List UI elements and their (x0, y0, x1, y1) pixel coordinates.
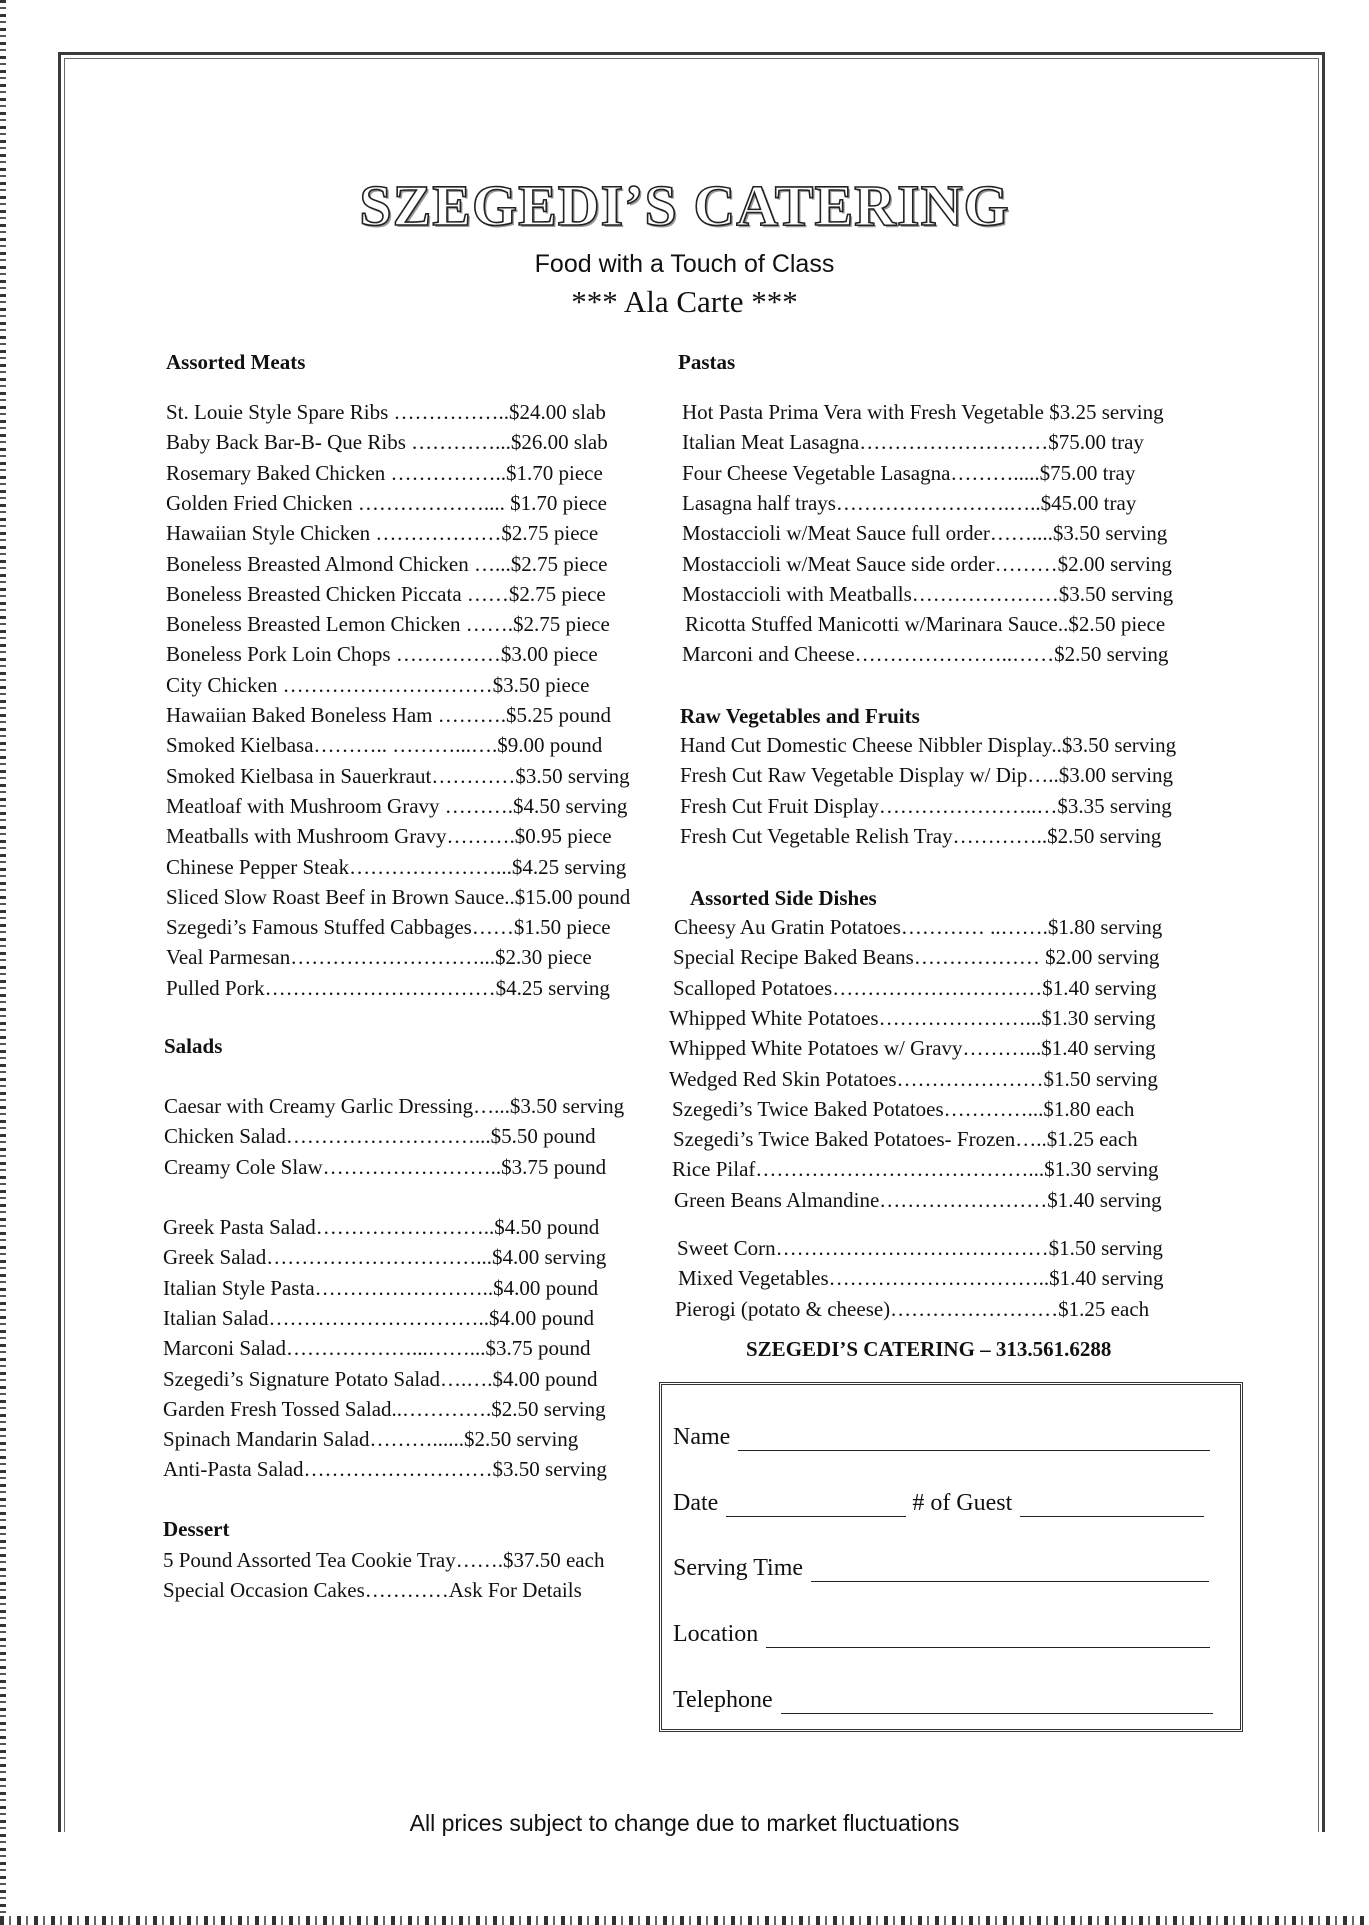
menu-item: Mostaccioli with Meatballs…………………$3.50 serving (682, 581, 1174, 606)
menu-item: Smoked Kielbasa in Sauerkraut…………$3.50 serving (166, 763, 630, 788)
telephone-field[interactable] (673, 1687, 1213, 1714)
menu-item: Mixed Vegetables…………………………..$1.40 serving (678, 1266, 1164, 1291)
menu-item: Special Recipe Baked Beans……………… $2.00 serving (673, 945, 1160, 970)
menu-item: Creamy Cole Slaw……………………..$3.75 pound (164, 1154, 607, 1179)
guest-line[interactable] (1020, 1492, 1204, 1517)
menu-item: Boneless Breasted Chicken Piccata ……$2.75 piece (166, 581, 606, 606)
menu-item: Anti-Pasta Salad………………………$3.50 serving (163, 1457, 607, 1482)
serving-time-field[interactable] (673, 1555, 1209, 1582)
menu-item: Ricotta Stuffed Manicotti w/Marinara Sauce..$2.50 piece (685, 612, 1166, 637)
menu-item: Pierogi (potato & cheese)……………………$1.25 each (675, 1296, 1150, 1321)
menu-item: Italian Salad…………………………..$4.00 pound (163, 1305, 595, 1330)
menu-item: Boneless Breasted Lemon Chicken …….$2.75 piece (166, 612, 610, 637)
telephone-label: Telephone (673, 1687, 773, 1713)
menu-subtitle: *** Ala Carte *** (571, 284, 798, 319)
menu-item: Meatloaf with Mushroom Gravy ……….$4.50 serving (166, 793, 628, 818)
page-title: SZEGEDI’S CATERING (359, 173, 1010, 238)
menu-item: Szegedi’s Twice Baked Potatoes…………...$1.80 each (672, 1096, 1135, 1121)
date-label: Date (673, 1490, 719, 1516)
menu-item: Baby Back Bar-B- Que Ribs …………...$26.00 slab (166, 430, 608, 455)
menu-item: City Chicken …………………………$3.50 piece (166, 672, 590, 697)
menu-item: Caesar with Creamy Garlic Dressing…...$3.50 serving (164, 1094, 625, 1118)
section-heading-raw-vegetables: Raw Vegetables and Fruits (680, 704, 920, 728)
menu-item: Meatballs with Mushroom Gravy……….$0.95 piece (166, 824, 612, 849)
menu-item: Smoked Kielbasa……….. ………...….$9.00 pound (166, 733, 603, 758)
menu-item: Marconi and Cheese…………………..……$2.50 serving (682, 642, 1169, 667)
serving-time-line[interactable] (811, 1557, 1209, 1582)
contact-phone: SZEGEDI’S CATERING – 313.561.6288 (746, 1337, 1112, 1361)
menu-item: Szegedi’s Twice Baked Potatoes- Frozen…..$1.25 each (673, 1127, 1138, 1152)
menu-item: Garden Fresh Tossed Salad..………….$2.50 serving (163, 1396, 606, 1421)
section-heading-salads: Salads (164, 1034, 223, 1058)
menu-item: Italian Meat Lasagna………………………$75.00 tray (682, 430, 1144, 455)
menu-item: Greek Pasta Salad……………………..$4.50 pound (163, 1215, 600, 1239)
menu-item: Szegedi’s Famous Stuffed Cabbages……$1.50 piece (166, 915, 611, 940)
telephone-line[interactable] (781, 1689, 1213, 1714)
footer-note: All prices subject to change due to market fluctuations (409, 1810, 960, 1836)
menu-item: Scalloped Potatoes…………………………$1.40 serving (673, 975, 1157, 1000)
menu-item: St. Louie Style Spare Ribs ……………..$24.00 slab (166, 400, 606, 424)
menu-item: Boneless Breasted Almond Chicken …...$2.75 piece (166, 551, 608, 576)
menu-item: Green Beans Almandine……………………$1.40 serving (674, 1187, 1162, 1212)
menu-item: 5 Pound Assorted Tea Cookie Tray…….$37.50 each (163, 1548, 605, 1572)
menu-item: Hand Cut Domestic Cheese Nibbler Display..$3.50 serving (680, 733, 1177, 757)
menu-item: Greek Salad…………………………...$4.00 serving (163, 1245, 607, 1270)
menu-item: Rosemary Baked Chicken ……………..$1.70 piece (166, 460, 603, 485)
menu-item: Whipped White Potatoes w/ Gravy………...$1.40 serving (669, 1036, 1156, 1061)
tagline: Food with a Touch of Class (534, 250, 835, 278)
menu-item: Mostaccioli w/Meat Sauce side order………$2.00 serving (682, 551, 1172, 576)
menu-item: Marconi Salad………………...……...$3.75 pound (163, 1336, 591, 1361)
section-heading-pastas: Pastas (678, 350, 736, 374)
menu-item: Fresh Cut Raw Vegetable Display w/ Dip…..$3.00 serving (680, 763, 1174, 788)
name-line[interactable] (738, 1426, 1210, 1451)
section-heading-side-dishes: Assorted Side Dishes (690, 886, 877, 910)
name-label: Name (673, 1424, 731, 1450)
location-field[interactable] (673, 1621, 1210, 1648)
menu-item: Pulled Pork……………………………$4.25 serving (166, 975, 610, 1000)
menu-item: Four Cheese Vegetable Lasagna……….....$75.00 tray (682, 460, 1136, 485)
menu-item: Szegedi’s Signature Potato Salad….….$4.00 pound (163, 1366, 598, 1391)
section-heading-assorted-meats: Assorted Meats (166, 350, 306, 374)
date-field[interactable] (673, 1490, 1204, 1517)
menu-item: Rice Pilaf…………………………………...$1.30 serving (672, 1157, 1159, 1182)
menu-item: Wedged Red Skin Potatoes…………………$1.50 serving (669, 1066, 1158, 1091)
menu-item: Italian Style Pasta……………………..$4.00 pound (163, 1275, 599, 1300)
menu-item: Fresh Cut Fruit Display…………………..…$3.35 serving (680, 793, 1172, 818)
serving-time-label: Serving Time (673, 1555, 804, 1581)
name-field[interactable] (673, 1424, 1210, 1451)
menu-item: Hawaiian Baked Boneless Ham ……….$5.25 pound (166, 703, 612, 727)
menu-item: Lasagna half trays…………………….…..$45.00 tray (682, 490, 1137, 515)
menu-item: Mostaccioli w/Meat Sauce full order……....$3.50 serving (682, 521, 1168, 546)
scan-edge-bottom (0, 1916, 1369, 1925)
menu-item: Sliced Slow Roast Beef in Brown Sauce..$15.00 pound (166, 884, 631, 909)
location-line[interactable] (766, 1623, 1210, 1648)
menu-item: Veal Parmesan………………………...$2.30 piece (166, 945, 592, 970)
menu-item: Chinese Pepper Steak…………………...$4.25 serving (166, 854, 627, 879)
menu-item: Fresh Cut Vegetable Relish Tray…………..$2.50 serving (680, 823, 1162, 848)
menu-item: Whipped White Potatoes…………………...$1.30 serving (669, 1005, 1156, 1030)
menu-item: Special Occasion Cakes…………Ask For Details (163, 1578, 582, 1603)
menu-item: Boneless Pork Loin Chops ……………$3.00 piece (166, 642, 598, 667)
menu-item: Spinach Mandarin Salad………......$2.50 serving (163, 1427, 579, 1452)
date-line[interactable] (726, 1492, 906, 1517)
location-label: Location (673, 1621, 759, 1647)
guest-label: # of Guest (912, 1490, 1013, 1516)
menu-item: Golden Fried Chicken ……………….... $1.70 piece (166, 490, 607, 515)
menu-item: Hawaiian Style Chicken ………………$2.75 piece (166, 521, 599, 546)
menu-item: Sweet Corn…………………………………$1.50 serving (677, 1236, 1163, 1260)
section-heading-dessert: Dessert (163, 1517, 230, 1541)
menu-item: Cheesy Au Gratin Potatoes………… ..…….$1.80 serving (674, 915, 1163, 939)
menu-item: Chicken Salad………………………...$5.50 pound (164, 1124, 596, 1149)
menu-item: Hot Pasta Prima Vera with Fresh Vegetable $3.25 serving (682, 400, 1164, 424)
